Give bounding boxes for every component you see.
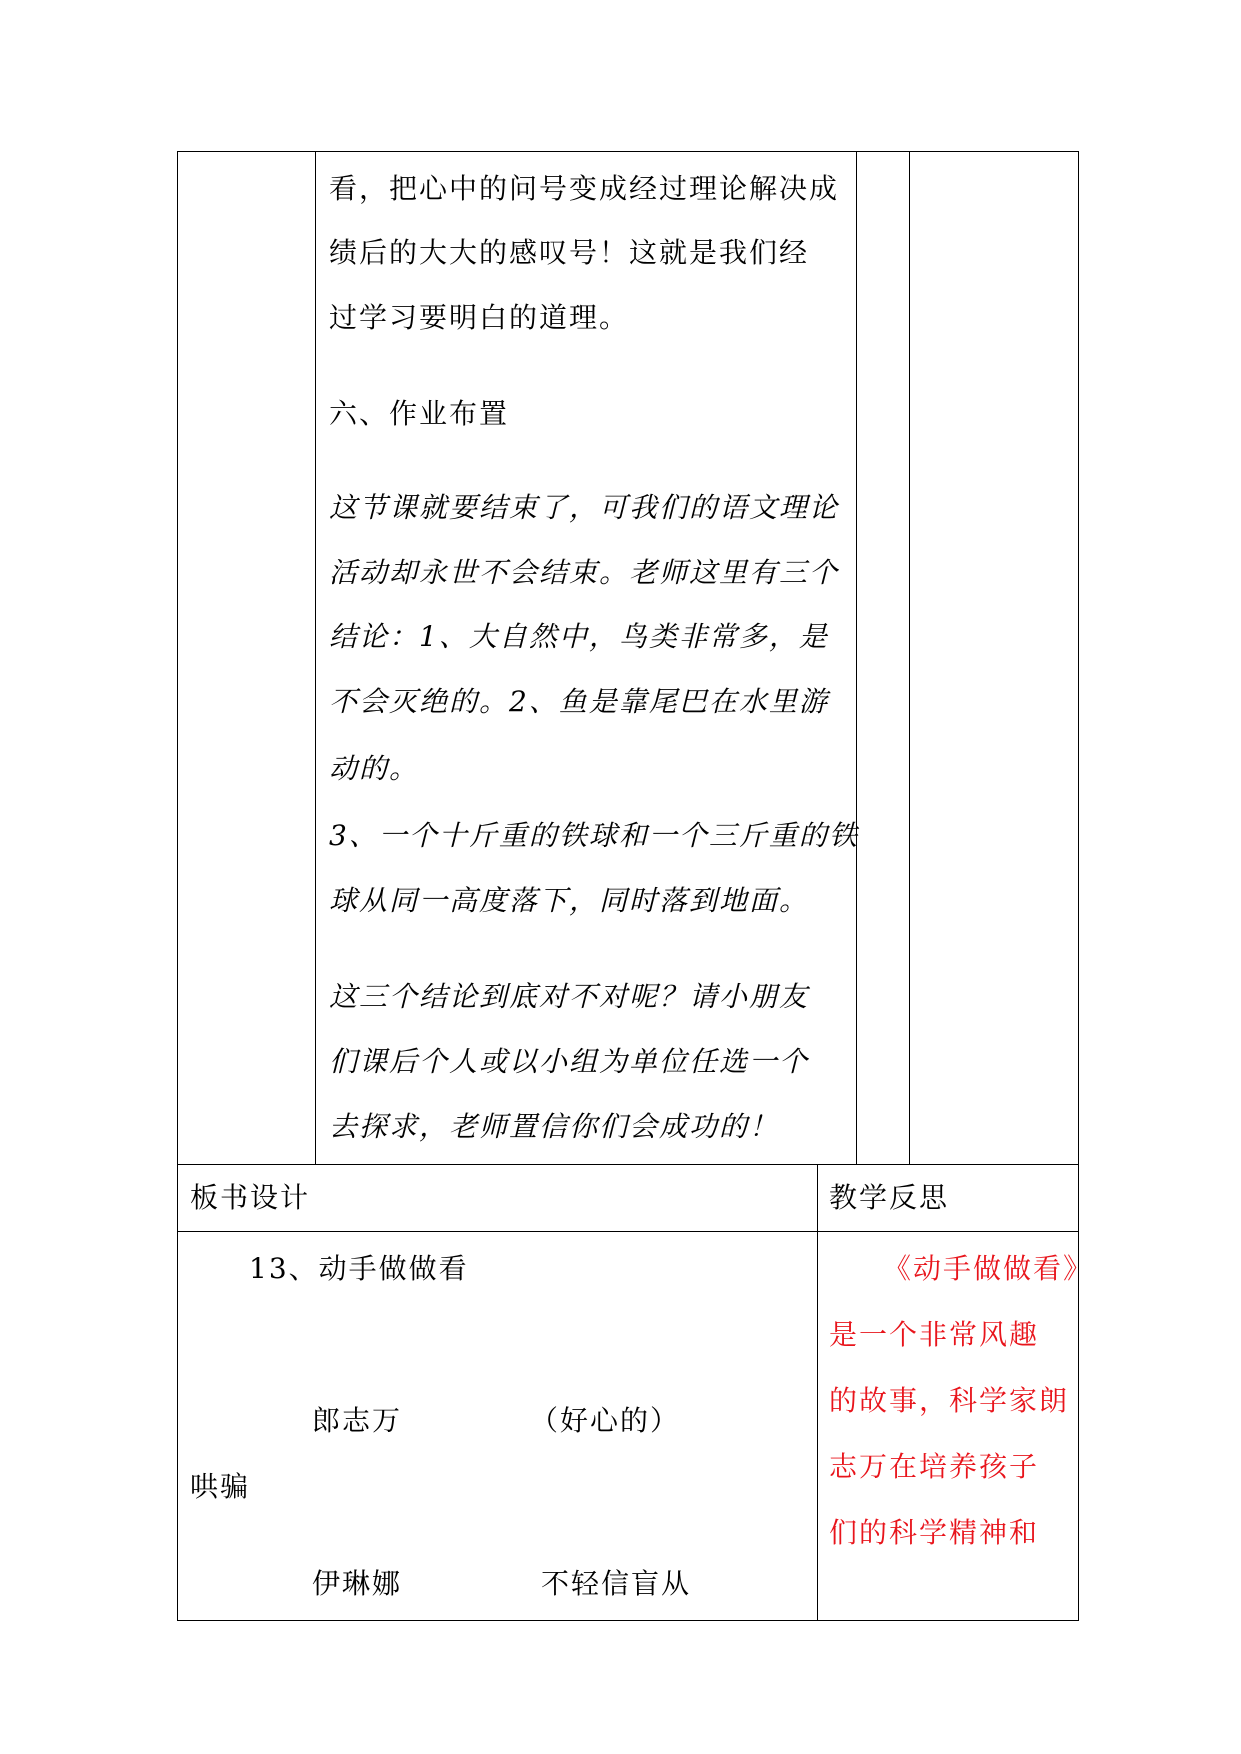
homework-line: 活动却永世不会结束。老师这里有三个	[329, 556, 840, 589]
table-border-bottom	[177, 1620, 1079, 1621]
closing-line: 去探求，老师置信你们会成功的！	[329, 1110, 780, 1143]
table-border-left	[177, 151, 178, 1621]
closing-line: 这三个结论到底对不对呢？请小朋友	[329, 980, 810, 1013]
content-line: 看，把心中的问号变成经过理论解决成	[329, 172, 840, 205]
closing-line: 们课后个人或以小组为单位任选一个	[329, 1045, 810, 1078]
homework-line: 球从同一高度落下，同时落到地面。	[329, 884, 810, 917]
reflection-line: 们的科学精神和	[829, 1516, 1040, 1549]
content-line: 绩后的大大的感叹号！这就是我们经	[329, 236, 810, 269]
homework-line: 动的。	[329, 752, 420, 785]
upper-column-divider-3	[909, 151, 910, 1165]
board-person-1: 郎志万	[312, 1404, 403, 1437]
homework-line: 不会灭绝的。2、鱼是靠尾巴在水里游	[329, 685, 829, 718]
board-person-2: 伊琳娜	[312, 1567, 403, 1600]
board-desc-2: 不轻信盲从	[541, 1567, 692, 1600]
lower-column-divider	[817, 1164, 818, 1621]
reflection-line: 志万在培养孩子	[829, 1450, 1040, 1483]
board-desc-1: （好心的）	[530, 1404, 681, 1437]
homework-line: 结论：1、大自然中，鸟类非常多，是	[329, 620, 829, 653]
reflection-line: 是一个非常风趣	[829, 1318, 1040, 1351]
upper-column-divider-1	[315, 151, 316, 1165]
homework-heading: 六、作业布置	[329, 397, 510, 430]
homework-line: 3、一个十斤重的铁球和一个三斤重的铁	[329, 819, 859, 852]
upper-column-divider-2	[856, 151, 857, 1165]
row-divider-header	[177, 1231, 1079, 1232]
board-title: 13、动手做做看	[249, 1252, 469, 1285]
reflection-header: 教学反思	[829, 1181, 950, 1214]
board-design-header: 板书设计	[190, 1181, 311, 1214]
homework-line: 这节课就要结束了，可我们的语文理论	[329, 491, 840, 524]
table-border-right	[1078, 151, 1079, 1621]
row-divider-upper	[177, 1164, 1079, 1165]
table-border-top	[177, 151, 1079, 152]
reflection-line: 的故事，科学家朗	[829, 1384, 1070, 1417]
content-line: 过学习要明白的道理。	[329, 301, 630, 334]
reflection-line: 《动手做做看》	[883, 1252, 1094, 1285]
board-verb: 哄骗	[190, 1470, 251, 1503]
